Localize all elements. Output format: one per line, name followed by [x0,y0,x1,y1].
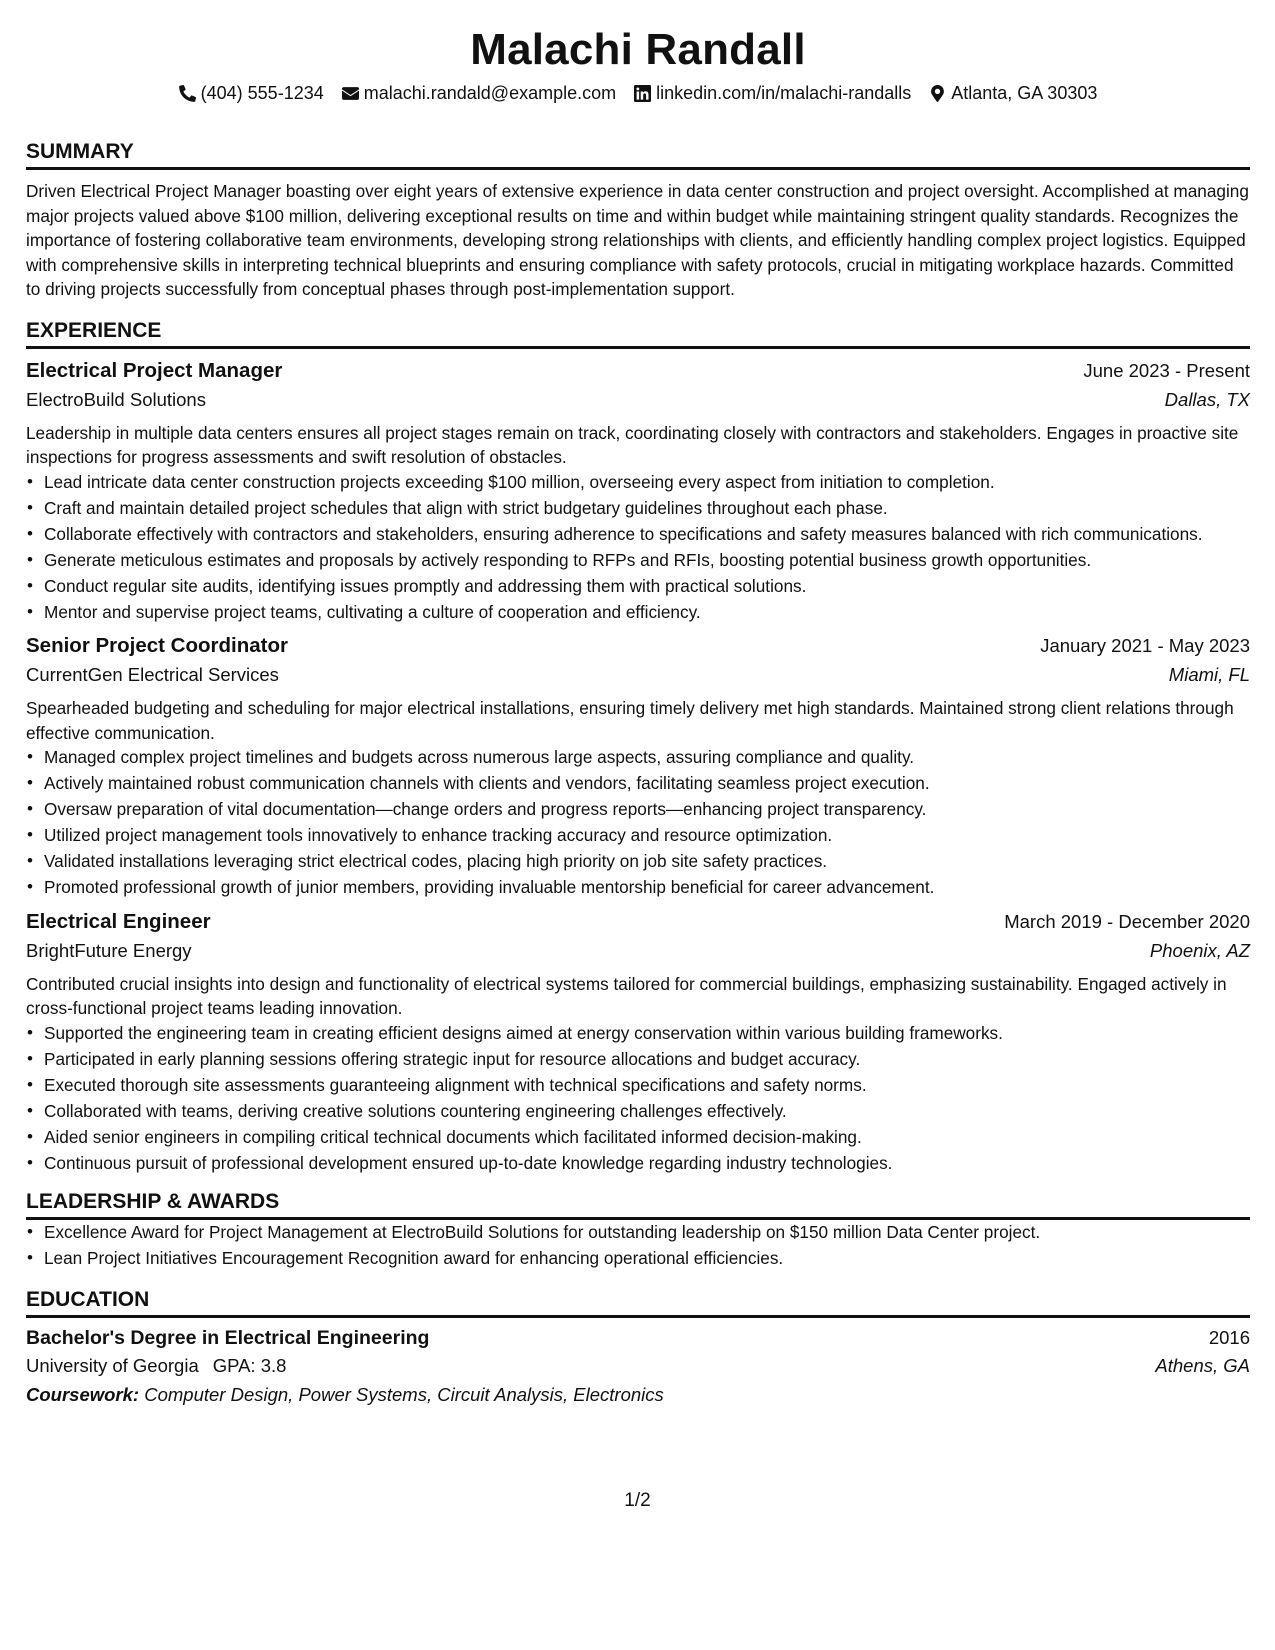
list-item: • Participated in early planning sessions offering strategic input for resource allocations and budget accuracy. [26,1047,1250,1072]
job-bullets [26,745,1250,900]
job-title: Electrical Project Manager [26,358,283,382]
list-item: • Managed complex project timelines and budgets across numerous large aspects, assuring compliance and quality. [26,745,1250,770]
job-location: Phoenix, AZ [1149,939,1250,961]
list-item: • Conduct regular site audits, identifying issues promptly and addressing them with practical solutions. [26,574,1250,599]
school-name: University of Georgia [26,1354,199,1376]
coursework-list: Computer Design, Power Systems, Circuit Analysis, Electronics [144,1383,664,1405]
phone-icon [179,85,196,102]
map-marker-icon [929,85,946,102]
list-item: • Executed thorough site assessments guaranteeing alignment with technical specifications and safety norms. [26,1073,1250,1098]
school-location: Athens, GA [1155,1354,1250,1376]
summary-section [26,139,1250,302]
contact-email[interactable] [342,81,616,105]
school-line [26,1352,286,1380]
list-item: • Mentor and supervise project teams, cultivating a culture of cooperation and efficiency. [26,600,1250,625]
list-item: • Supported the engineering team in creating efficient designs aimed at energy conservation within various building frameworks. [26,1021,1250,1046]
graduation-year: 2016 [1208,1326,1250,1348]
company-name: ElectroBuild Solutions [26,388,206,410]
candidate-name: Malachi Randall [470,25,806,74]
job-description: Leadership in multiple data centers ensures all project stages remain on track, coordinating closely with contractors and stakeholders. Engages in proactive site inspections for progress assessments and swift resolution of obstacles. [26,422,1239,467]
coursework-label: Coursework: [26,1383,140,1405]
section-title-experience: EXPERIENCE [26,318,1250,349]
contact-bar [26,81,1250,105]
list-item: • Craft and maintain detailed project schedules that align with strict budgetary guidelines throughout each phase. [26,496,1250,521]
company-name: CurrentGen Electrical Services [26,664,279,685]
job-bullets [26,470,1250,625]
job-dates: June 2023 - Present [1083,359,1250,381]
list-item: • Aided senior engineers in compiling critical technical documents which facilitated informed decision-making. [26,1125,1250,1150]
awards-list [26,1220,1250,1271]
list-item: • Validated installations leveraging strict electrical codes, placing high priority on job site safety practices. [26,849,1250,874]
job-entry [26,908,1250,1176]
job-location: Miami, FL [1168,664,1250,685]
linkedin-text[interactable]: linkedin.com/in/malachi-randalls [656,83,912,103]
list-item: • Collaborated with teams, deriving creative solutions countering engineering challenges effectively. [26,1099,1250,1124]
experience-section [26,318,1250,1176]
list-item: • Collaborate effectively with contractors and stakeholders, ensuring adherence to specifications and safety measures balanced with rich communications. [26,522,1250,547]
list-item: • Utilized project management tools innovatively to enhance tracking accuracy and resource optimization. [26,823,1250,848]
contact-location [929,81,1097,105]
page-number: 1/2 [624,1490,651,1511]
list-item: • Oversaw preparation of vital documentation—change orders and progress reports—enhancing project transparency. [26,797,1250,822]
list-item: • Promoted professional growth of junior members, providing invaluable mentorship beneficial for career advancement. [26,875,1250,900]
contact-phone [179,81,324,105]
job-entry [26,357,1250,625]
section-title-awards: LEADERSHIP & AWARDS [26,1189,1250,1220]
linkedin-icon [634,85,651,102]
location-text: Atlanta, GA 30303 [951,83,1098,103]
degree-title: Bachelor's Degree in Electrical Engineering [26,1326,430,1349]
job-entry [26,632,1250,900]
job-description: Contributed crucial insights into design and functionality of electrical systems tailored for commercial buildings, emphasizing sustainability. Engaged actively in cross-functional project teams leading innovation. [26,973,1227,1018]
gpa: GPA: 3.8 [212,1354,287,1376]
contact-linkedin[interactable] [634,81,911,105]
email-text[interactable]: malachi.randald@example.com [363,83,617,103]
coursework [26,1380,1250,1410]
list-item: • Actively maintained robust communication channels with clients and vendors, facilitating seamless project execution. [26,771,1250,796]
job-title: Senior Project Coordinator [26,634,288,657]
job-title: Electrical Engineer [26,909,211,933]
job-location: Dallas, TX [1164,388,1250,410]
job-bullets [26,1021,1250,1176]
company-name: BrightFuture Energy [26,939,192,961]
summary-text: Driven Electrical Project Manager boasting over eight years of extensive experience in data center construction and project oversight. Accomplished at managing major projects valued above $100 million, delivering exceptional results on time and within budget while maintaining stringent quality standards. Recognizes the importance of fostering collaborative team environments, developing strong relationships with clients, and efficiently handling complex project logistics. Equipped with comprehensive skills in interpreting technical blueprints and ensuring compliance with safety protocols, crucial in mitigating workplace hazards. Committed to driving projects successfully from conceptual phases through post-implementation support. [26,181,1249,299]
awards-section [26,1189,1250,1271]
phone-text: (404) 555-1234 [200,83,324,103]
resume-page [26,0,1250,1410]
job-description: Spearheaded budgeting and scheduling for major electrical installations, ensuring timely delivery met high standards. Maintained strong client relations through effective communication. [26,698,1234,743]
education-section [26,1287,1250,1410]
list-item: • Generate meticulous estimates and proposals by actively responding to RFPs and RFIs, boosting potential business growth opportunities. [26,548,1250,573]
job-dates: March 2019 - December 2020 [1004,910,1250,932]
list-item: • Continuous pursuit of professional development ensured up-to-date knowledge regarding industry technologies. [26,1151,1250,1176]
envelope-icon [342,85,359,102]
list-item: • Lean Project Initiatives Encouragement Recognition award for enhancing operational efficiencies. [26,1246,1250,1271]
list-item: • Excellence Award for Project Management at ElectroBuild Solutions for outstanding leadership on $150 million Data Center project. [26,1220,1250,1245]
job-dates: January 2021 - May 2023 [1040,635,1250,656]
list-item: • Lead intricate data center construction projects exceeding $100 million, overseeing every aspect from initiation to completion. [26,470,1250,495]
section-title-summary: SUMMARY [26,139,1250,170]
section-title-education: EDUCATION [26,1287,1250,1318]
